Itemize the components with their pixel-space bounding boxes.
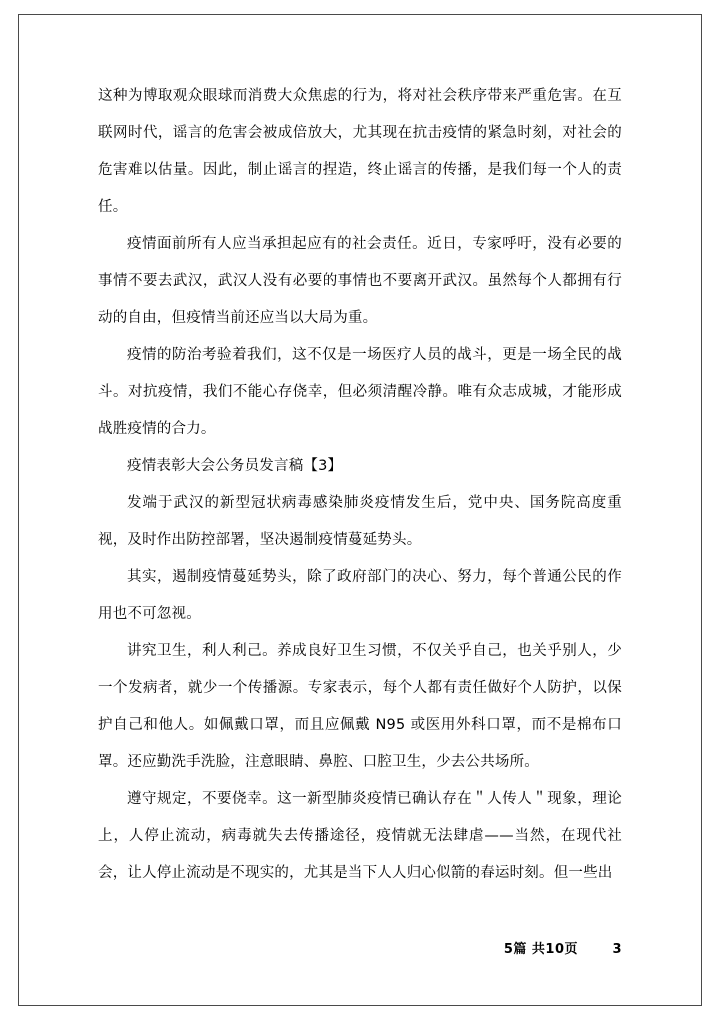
page-footer — [98, 938, 622, 957]
document-body — [98, 78, 622, 892]
paragraph: 疫情的防治考验着我们，这不仅是一场医疗人员的战斗，更是一场全民的战斗。对抗疫情，我们不能心存侥幸，但必须清醒冷静。唯有众志成城，才能形成战胜疫情的合力。 — [98, 347, 622, 437]
section-heading: 疫情表彰大会公务员发言稿【3】 — [127, 458, 343, 474]
paragraph: 疫情面前所有人应当承担起应有的社会责任。近日，专家呼吁，没有必要的事情不要去武汉，武汉人没有必要的事情也不要离开武汉。虽然每个人都拥有行动的自由，但疫情当前还应当以大局为重。 — [98, 236, 622, 326]
footer-page-number: 3 — [612, 942, 622, 957]
paragraph: 遵守规定，不要侥幸。这一新型肺炎疫情已确认存在＂人传人＂现象，理论上，人停止流动，病毒就失去传播途径，疫情就无法肆虐——当然，在现代社会，让人停止流动是不现实的，尤其是当下人人归心似箭的春运时刻。但一些出 — [98, 791, 622, 881]
paragraph: 发端于武汉的新型冠状病毒感染肺炎疫情发生后，党中央、国务院高度重视，及时作出防控部署，坚决遏制疫情蔓延势头。 — [98, 495, 622, 548]
paragraph: 讲究卫生，利人利己。养成良好卫生习惯，不仅关乎自己，也关乎别人，少一个发病者，就少一个传播源。专家表示，每个人都有责任做好个人防护，以保护自己和他人。如佩戴口罩，而且应佩戴 N95 或医用外科口罩，而不是棉布口罩。还应勤洗手洗脸，注意眼睛、鼻腔、口腔卫生，少去公共场所。 — [98, 643, 622, 770]
footer-pages-count: 5篇 共10页 — [503, 942, 578, 957]
paragraph: 这种为博取观众眼球而消费大众焦虑的行为，将对社会秩序带来严重危害。在互联网时代，谣言的危害会被成倍放大，尤其现在抗击疫情的紧急时刻，对社会的危害难以估量。因此，制止谣言的捏造，终止谣言的传播，是我们每一个人的责任。 — [98, 88, 622, 215]
paragraph: 其实，遏制疫情蔓延势头，除了政府部门的决心、努力，每个普通公民的作用也不可忽视。 — [98, 569, 622, 622]
